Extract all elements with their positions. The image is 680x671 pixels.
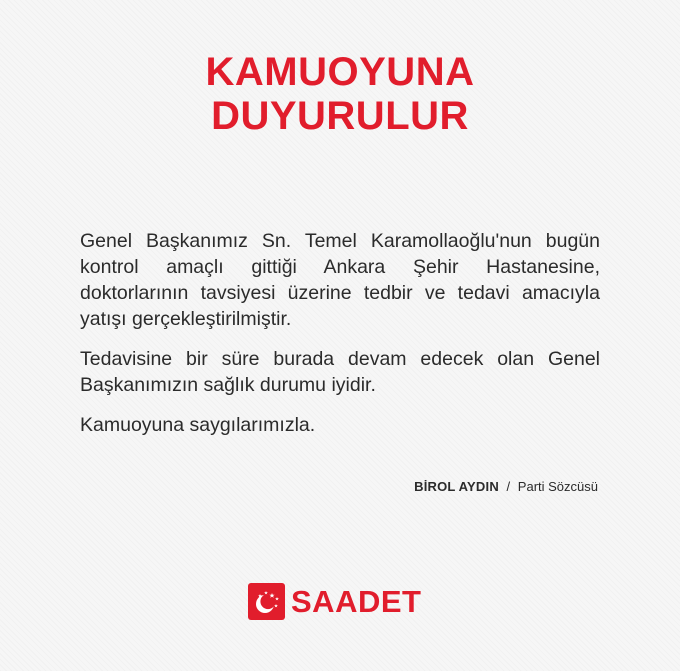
signatory-role: Parti Sözcüsü [517, 479, 598, 494]
title-line-2: DUYURULUR [211, 94, 469, 138]
paragraph-3: Kamuoyuna saygılarımızla. [80, 414, 316, 436]
crescent-stars-icon [248, 583, 285, 620]
party-logo [248, 583, 421, 620]
logo-wordmark: SAADET [291, 584, 422, 619]
signature-separator: / [506, 479, 511, 494]
page-title [0, 50, 680, 138]
signatory-name: BİROL AYDIN [414, 479, 499, 494]
paragraph-2: Tedavisine bir süre burada devam edecek olan Genel Başkanımızın sağlık durumu iyidir. [80, 348, 600, 396]
signature [414, 479, 598, 494]
title-line-1: KAMUOYUNA [205, 50, 475, 94]
announcement-body [80, 228, 600, 452]
paragraph-1: Genel Başkanımız Sn. Temel Karamollaoğlu'nun bugün kontrol amaçlı gittiği Ankara Şehir Hastanesine, doktorlarının tavsiyesi üzerine tedbir ve tedavi amacıyla yatışı gerçekleştirilmiştir. [80, 230, 600, 330]
